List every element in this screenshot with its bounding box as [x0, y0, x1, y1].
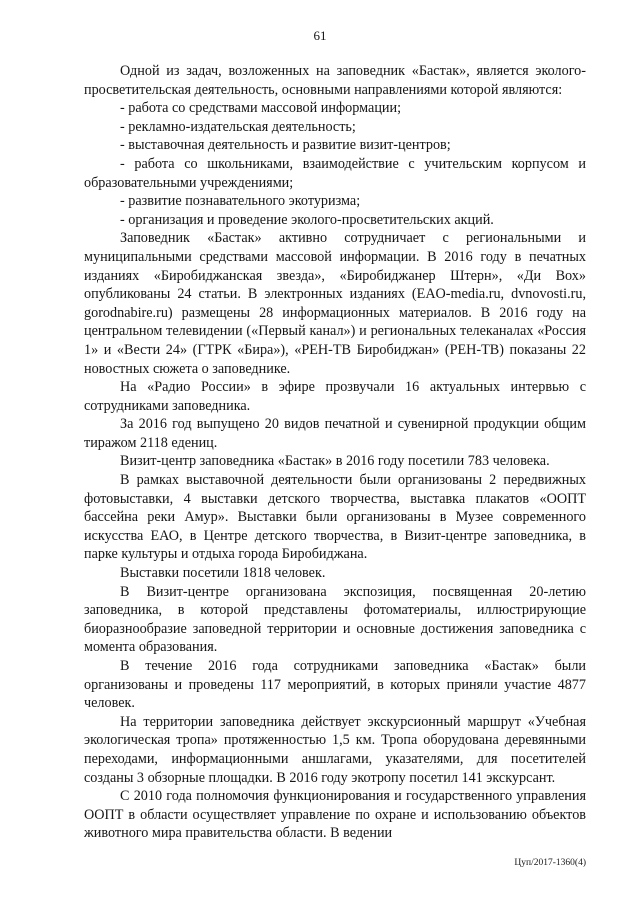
paragraph-eco-trail: На территории заповедника действует экскурсионный маршрут «Учебная экологическая тропа» протяженностью 1,5 км. Тропа оборудована деревянными переходами, информационными аншлагами, указателями, для посетителей созданы 3 обзорные площадки. В 2016 году экотропу посетил 141 экскурсант. [84, 713, 586, 786]
document-code: Цуп/2017-1360(4) [514, 858, 586, 868]
paragraph-mass-media: Заповедник «Бастак» активно сотрудничает с региональными и муниципальными средствами массовой информации. В 2016 году в печатных изданиях «Биробиджанская звезда», «Биробиджанер Штерн», «Ди Вох» опубликованы 24 статьи. В электронных изданиях (EAO-media.ru, dvnovosti.ru, gorodnabire.ru) размещены 28 информационных материалов. В 2016 году на центральном телевидении («Первый канал») и региональных телеканалах «Россия 1» и «Вести 24» (ГТРК «Бира»), «РЕН-ТВ Биробиджан» (РЕН-ТВ) показаны 22 новостных сюжета о заповеднике. [84, 230, 586, 377]
list-item-publishing: - рекламно-издательская деятельность; [120, 118, 356, 135]
paragraph-visit-center: Визит-центр заповедника «Бастак» в 2016 году посетили 783 человека. [120, 453, 550, 470]
page-number: 61 [313, 28, 327, 43]
list-item-schools: - работа со школьниками, взаимодействие с учительским корпусом и образовательными учреждениями; [84, 155, 586, 191]
paragraph-exhibition-visitors: Выставки посетили 1818 человек. [120, 565, 326, 582]
paragraph-events: В течение 2016 года сотрудниками заповедника «Бастак» были организованы и проведены 117 мероприятий, в которых приняли участие 4877 человек. [84, 658, 586, 712]
list-item-actions: - организация и проведение эколого-просветительских акций. [120, 211, 494, 228]
paragraph-exhibitions: В рамках выставочной деятельности были организованы 2 передвижных фотовыставки, 4 выставки детского творчества, выставка плакатов «ООПТ бассейна реки Амур». Выставки были организованы в Музее современного искусства ЕАО, в Центре детского творчества, в Визит-центре заповедника, в парке культуры и отдыха города Биробиджана. [84, 472, 586, 563]
document-body [84, 62, 586, 843]
paragraph-products: За 2016 год выпущено 20 видов печатной и сувенирной продукции общим тиражом 2118 едениц. [84, 416, 586, 451]
paragraph-intro: Одной из задач, возложенных на заповедник «Бастак», является эколого-просветительская деятельность, основными направлениями которой являются: [84, 63, 586, 98]
paragraph-exposition: В Визит-центре организована экспозиция, посвященная 20-летию заповедника, в которой представлены фотоматериалы, иллюстрирующие биоразнообразие заповедной территории и основные достижения заповедника с момента образования. [84, 583, 586, 656]
list-item-media: - работа со средствами массовой информации; [120, 100, 402, 117]
paragraph-radio: На «Радио России» в эфире прозвучали 16 актуальных интервью с сотрудниками заповедника. [84, 379, 586, 414]
list-item-ecotourism: - развитие познавательного экотуризма; [120, 193, 361, 210]
paragraph-management: С 2010 года полномочия функционирования и государственного управления ООПТ в области осуществляет управление по охране и использованию объектов животного мира правительства области. В ведении [84, 788, 586, 842]
list-item-exhibitions: - выставочная деятельность и развитие визит-центров; [120, 137, 451, 154]
